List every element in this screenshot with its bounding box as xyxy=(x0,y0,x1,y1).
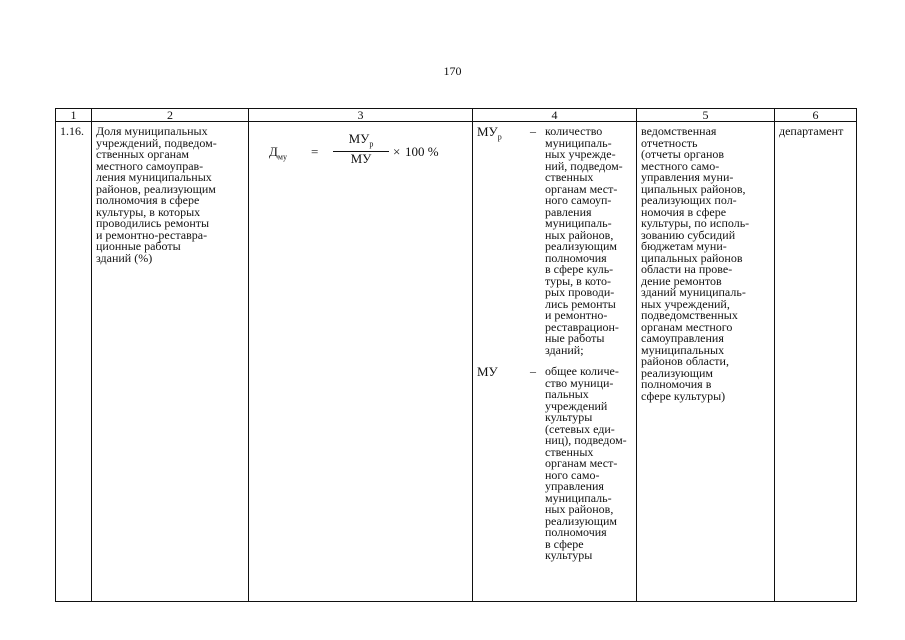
definition-line: рых проводи- xyxy=(545,285,615,299)
source-line: реализующих пол- xyxy=(641,193,737,207)
formula xyxy=(253,130,469,170)
formula-times: × xyxy=(393,144,401,159)
source-line: ных учреждений, xyxy=(641,296,730,311)
definition-symbol: МУ xyxy=(477,364,498,379)
source-line: самоуправления xyxy=(641,331,724,345)
definition-line: лись ремонты xyxy=(545,296,616,311)
indicator-line: учреждений, подведом- xyxy=(96,135,217,150)
definition-line: ний, подведом- xyxy=(545,158,623,173)
definition-line: общее количе- xyxy=(545,364,619,378)
definition-line: ственных xyxy=(545,170,594,184)
definition-line: ные работы xyxy=(545,331,605,345)
definition-line: муниципаль- xyxy=(545,216,612,230)
responsible-text: департамент xyxy=(779,124,844,138)
source-line: сфере культуры) xyxy=(641,388,726,403)
indicator-line: проводились ремонты xyxy=(96,216,210,230)
definition-line: ных районов, xyxy=(545,502,614,516)
definition-dash: – xyxy=(530,124,536,138)
formula-equals: = xyxy=(311,144,319,159)
definition-line: органам мест- xyxy=(545,456,618,470)
definition-line: полномочия xyxy=(545,250,607,265)
indicator-line: ления муниципальных xyxy=(96,170,212,184)
page-number: 170 xyxy=(443,64,462,78)
definition-line: ство муници- xyxy=(545,375,614,390)
definition-line: туры, в кото- xyxy=(545,273,611,288)
definition-line: культуры xyxy=(545,548,593,562)
definition-text xyxy=(545,126,633,356)
definition-symbol: $МУ_р$ xyxy=(477,124,502,142)
source-line: управления муни- xyxy=(641,170,734,184)
indicator-line: полномочия в сфере xyxy=(96,193,200,207)
formula-numerator: $МУ_р$ xyxy=(333,133,389,152)
definition-line: реализующим xyxy=(545,513,618,528)
source-line: реализующим xyxy=(641,365,714,380)
indicator-line: районов, реализующим xyxy=(96,181,216,196)
definition-line: в сфере куль- xyxy=(545,262,614,276)
definition-line: равления xyxy=(545,204,592,219)
source-text xyxy=(641,126,771,402)
definition-line: ного само- xyxy=(545,467,600,482)
indicator-line: ственных органам xyxy=(96,147,189,161)
definition-line: культуры xyxy=(545,410,593,424)
source-line: ципальных районов xyxy=(641,250,743,265)
header-cell-4: 4 xyxy=(473,109,637,122)
responsible-cell xyxy=(775,122,857,602)
indicator-line: и ремонтно-реставра- xyxy=(96,227,208,242)
source-line: дение ремонтов xyxy=(641,273,722,288)
source-line: муниципальных xyxy=(641,342,725,357)
definition-line: (сетевых еди- xyxy=(545,421,615,436)
source-line: полномочия в xyxy=(641,377,712,391)
row-number: 1.16. xyxy=(56,122,92,602)
definition-line: ных учрежде- xyxy=(545,147,616,161)
formula-percent: 100 % xyxy=(405,144,439,159)
definition-mu xyxy=(477,366,633,562)
indicator-text xyxy=(96,126,245,264)
definition-line: ных районов, xyxy=(545,227,614,242)
definition-line: ниц), подведом- xyxy=(545,433,627,447)
definition-line: муниципаль- xyxy=(545,135,612,150)
indicator-table xyxy=(55,108,857,602)
source-line: отчетность xyxy=(641,135,698,150)
definition-line: ственных xyxy=(545,444,594,459)
indicator-line: местного самоуправ- xyxy=(96,158,204,173)
formula-lhs: $Д_{му}$ xyxy=(269,144,287,162)
source-line: местного само- xyxy=(641,158,720,173)
source-line: ведомственная xyxy=(641,124,717,138)
definition-dash: – xyxy=(530,364,536,378)
definitions-cell xyxy=(473,122,637,602)
header-row xyxy=(56,109,857,122)
indicator-line: ционные работы xyxy=(96,239,181,253)
formula-denominator: МУ xyxy=(350,151,372,167)
definition-line: в сфере xyxy=(545,536,584,551)
source-line: районов области, xyxy=(641,354,729,368)
indicator-cell xyxy=(92,122,249,602)
table-row xyxy=(56,122,857,602)
definition-line: и ремонтно- xyxy=(545,308,608,322)
header-cell-2: 2 xyxy=(92,109,249,122)
definition-line: муниципаль- xyxy=(545,490,612,505)
definition-line: органам мест- xyxy=(545,181,618,196)
source-line: культуры, по исполь- xyxy=(641,216,750,230)
definition-line: пальных xyxy=(545,387,589,401)
definition-line: реставрацион- xyxy=(545,319,619,334)
indicator-line: культуры, в которых xyxy=(96,204,201,219)
definition-line: полномочия xyxy=(545,525,607,539)
header-cell-5: 5 xyxy=(637,109,775,122)
source-line: зданий муниципаль- xyxy=(641,285,746,299)
header-cell-1: 1 xyxy=(56,109,92,122)
source-line: области на прове- xyxy=(641,262,733,276)
formula-cell xyxy=(249,122,473,602)
indicator-line: зданий (%) xyxy=(96,250,153,265)
formula-fraction xyxy=(333,133,389,165)
source-line: ципальных районов, xyxy=(641,181,746,196)
definition-line: ного самоуп- xyxy=(545,193,612,207)
source-line: (отчеты органов xyxy=(641,147,725,161)
definition-line: реализующим xyxy=(545,239,618,253)
source-line: бюджетам муни- xyxy=(641,239,727,253)
source-line: зованию субсидий xyxy=(641,227,736,242)
source-line: номочия в сфере xyxy=(641,204,727,219)
source-cell xyxy=(637,122,775,602)
indicator-line: Доля муниципальных xyxy=(96,124,208,138)
header-cell-3: 3 xyxy=(249,109,473,122)
definition-mur xyxy=(477,126,633,356)
definition-text xyxy=(545,366,633,562)
definition-line: количество xyxy=(545,124,603,138)
source-line: органам местного xyxy=(641,319,733,334)
definition-line: зданий; xyxy=(545,342,584,357)
definition-line: учреждений xyxy=(545,398,608,413)
definition-line: управления xyxy=(545,479,604,493)
source-line: подведомственных xyxy=(641,308,738,322)
header-cell-6: 6 xyxy=(775,109,857,122)
